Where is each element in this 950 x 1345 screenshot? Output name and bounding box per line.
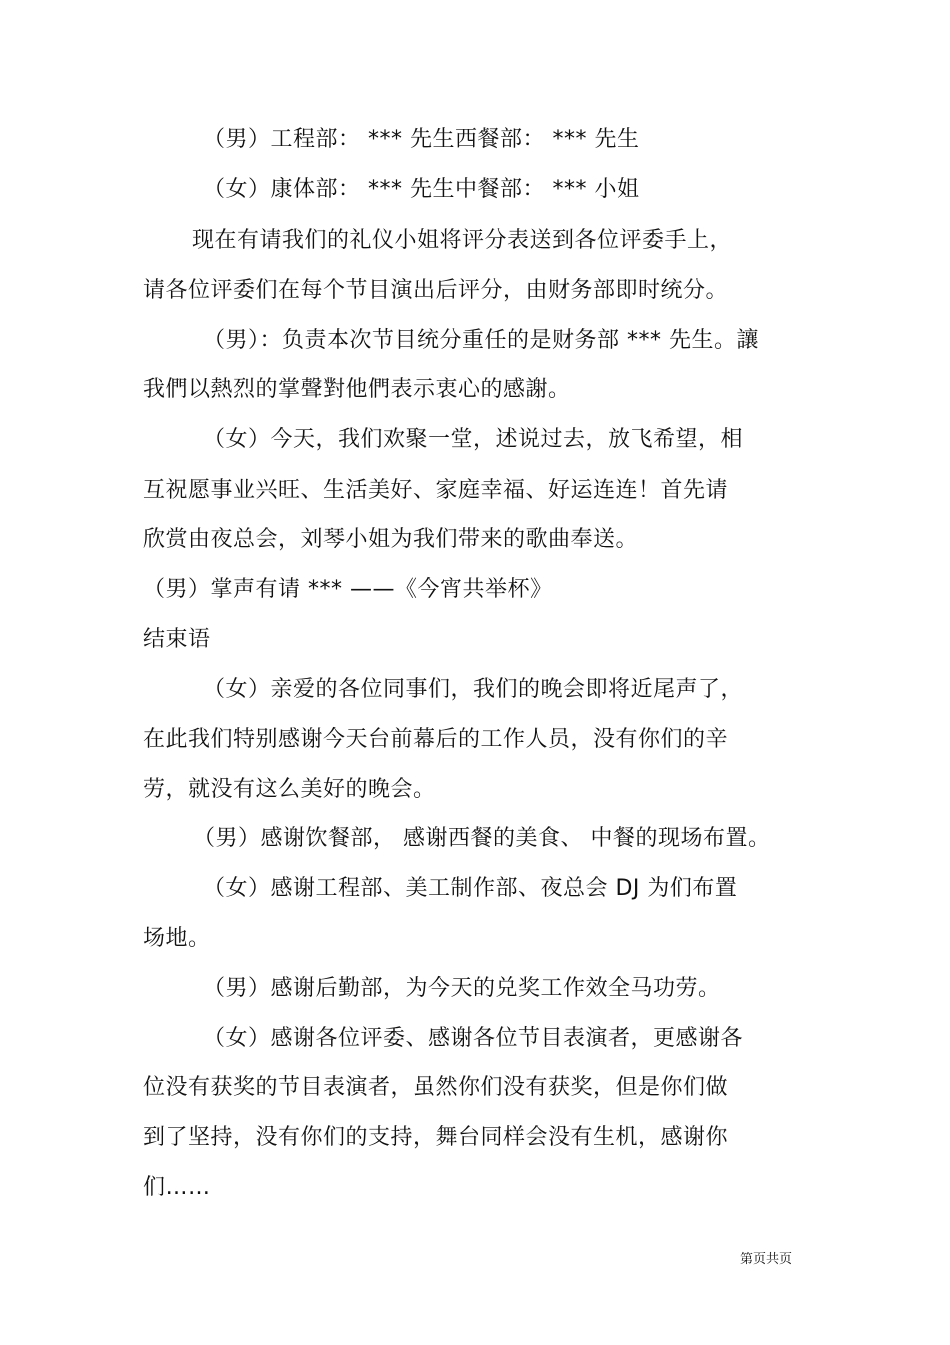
text-line: （男）：负责本次节目统分重任的是财务部 *** 先生。讓 [203, 328, 759, 353]
text-line: （女）感谢工程部、美工制作部、夜总会 DJ 为们布置 [203, 876, 738, 901]
text-line: 劳，就没有这么美好的晚会。 [143, 777, 436, 802]
text-line: （女）亲爱的各位同事们，我们的晚会即将近尾声了， [203, 677, 744, 702]
section-heading: 结束语 [143, 627, 211, 652]
text-line: 到了坚持，没有你们的支持，舞台同样会没有生机，感谢你 [143, 1125, 729, 1150]
text-line: 们…… [143, 1175, 211, 1200]
text-line: （男）掌声有请 *** ——《今宵共举杯》 [143, 577, 553, 602]
text-line: 我們以熱烈的掌聲對他們表示衷心的感謝。 [143, 377, 571, 402]
text-line: 在此我们特别感谢今天台前幕后的工作人员，没有你们的辛 [143, 727, 729, 752]
text-line: 互祝愿事业兴旺、生活美好、家庭幸福、好运连连！首先请 [143, 478, 729, 503]
text-line: （女）今天，我们欢聚一堂，述说过去，放飞希望，相 [203, 427, 744, 452]
text-line: （男）感谢饮餐部， 感谢西餐的美食、 中餐的现场布置。 [193, 826, 771, 851]
text-line: （男）工程部： *** 先生西餐部： *** 先生 [203, 127, 640, 152]
page-footer: 第页共页 [740, 1252, 793, 1267]
text-line: （女）康体部： *** 先生中餐部： *** 小姐 [203, 177, 640, 202]
text-line: 请各位评委们在每个节目演出后评分，由财务部即时统分。 [143, 278, 729, 303]
text-line: 欣赏由夜总会，刘琴小姐为我们带来的歌曲奉送。 [143, 527, 639, 552]
text-line: 现在有请我们的礼仪小姐将评分表送到各位评委手上， [192, 228, 733, 253]
text-line: （女）感谢各位评委、感谢各位节目表演者，更感谢各 [203, 1026, 744, 1051]
text-line: 位没有获奖的节目表演者，虽然你们没有获奖，但是你们做 [143, 1075, 729, 1100]
text-line: 场地。 [143, 926, 211, 951]
text-line: （男）感谢后勤部，为今天的兑奖工作效全马功劳。 [203, 976, 721, 1001]
